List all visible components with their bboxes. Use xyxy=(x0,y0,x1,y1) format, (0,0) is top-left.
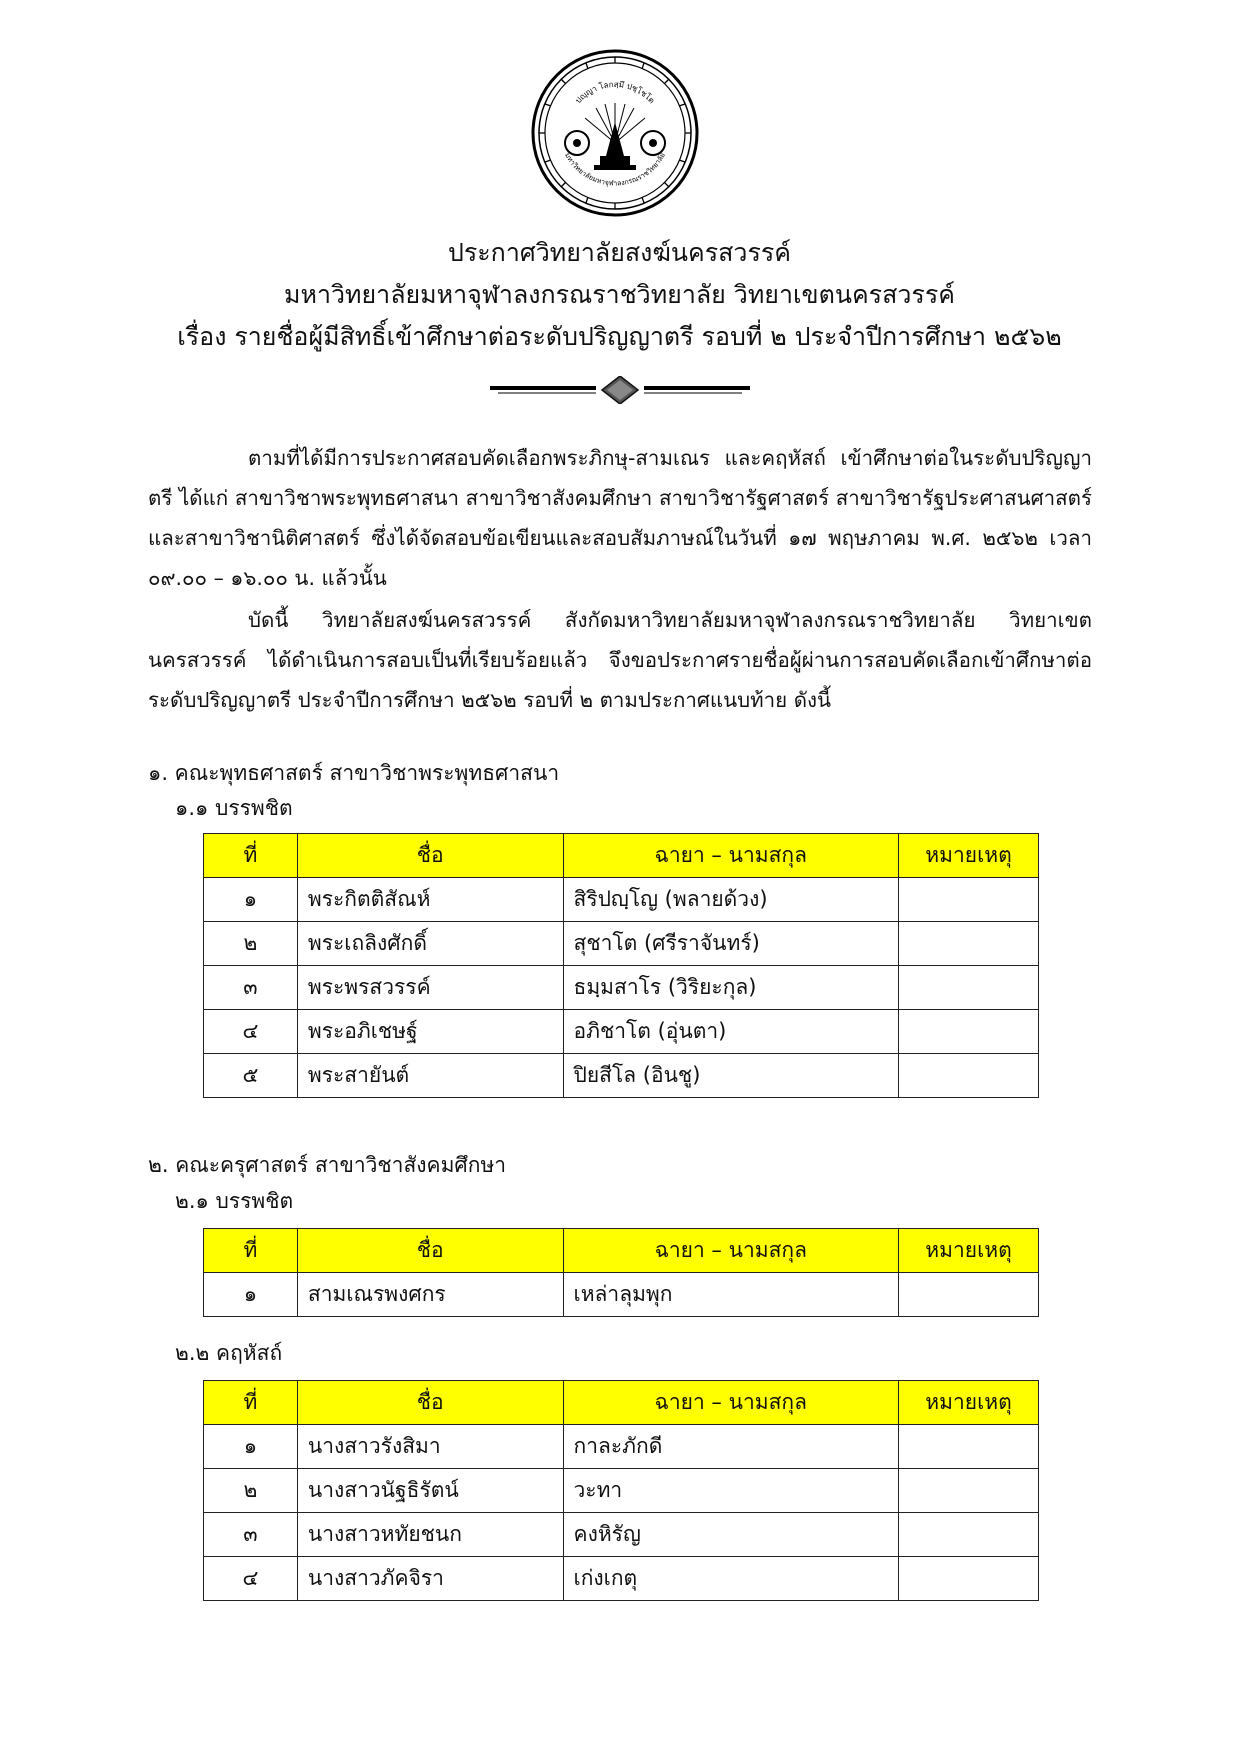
col-name-header: ชื่อ xyxy=(297,1229,563,1273)
row-no: ๔ xyxy=(204,1557,298,1601)
row-name: นางสาวภัคจิรา xyxy=(297,1557,563,1601)
col-name-header: ชื่อ xyxy=(297,1381,563,1425)
row-note xyxy=(899,922,1039,966)
table-row xyxy=(204,1557,1039,1601)
title-line-1: ประกาศวิทยาลัยสงฆ์นครสวรรค์ xyxy=(447,238,792,267)
col-note-header: หมายเหตุ xyxy=(899,1381,1039,1425)
col-surname-header: ฉายา – นามสกุล xyxy=(563,1229,899,1273)
row-note xyxy=(899,1054,1039,1098)
row-note xyxy=(899,1513,1039,1557)
col-name-header: ชื่อ xyxy=(297,834,563,878)
row-note xyxy=(899,1425,1039,1469)
svg-text:ปญฺญา โลกสฺมึ ปชฺโชโต: ปญฺญา โลกสฺมึ ปชฺโชโต xyxy=(573,79,657,106)
table-row xyxy=(204,1469,1039,1513)
row-no: ๕ xyxy=(204,1054,298,1098)
intro-text: ตามที่ได้มีการประกาศสอบคัดเลือกพระภิกษุ-สามเณร และคฤหัสถ์ เข้าศึกษาต่อในระดับปริญญาตรี ได้แก่ สาขาวิชาพระพุทธศาสนา สาขาวิชาสังคมศึกษา สาขาวิชารัฐศาสตร์ สาขาวิชารัฐประศาสนศาสตร์ และสาขาวิชานิติศาสตร์ ซึ่งได้จัดสอบข้อเขียนและสอบสัมภาษณ์ในวันที่ ๑๗ พฤษภาคม พ.ศ. ๒๕๖๒ เวลา ๐๙.๐๐ – ๑๖.๐๐ น. แล้วนั้น xyxy=(148,446,1092,590)
table-header-row xyxy=(204,1381,1039,1425)
section-1-heading: ๑. คณะพุทธศาสตร์ สาขาวิชาพระพุทธศาสนา xyxy=(148,761,560,785)
table-header-row xyxy=(204,1229,1039,1273)
subsection-1-1-heading: ๑.๑ บรรพชิต xyxy=(175,796,293,820)
row-surname: ปิยสีโล (อินชู) xyxy=(563,1054,899,1098)
row-no: ๑ xyxy=(204,1273,298,1317)
table-row xyxy=(204,1513,1039,1557)
row-name: พระอภิเชษฐ์ xyxy=(297,1010,563,1054)
intro-paragraph xyxy=(148,438,1092,598)
ornamental-divider xyxy=(490,376,750,404)
row-surname: ธมฺมสาโร (วิริยะกุล) xyxy=(563,966,899,1010)
col-no-header: ที่ xyxy=(204,834,298,878)
svg-text:มหาวิทยาลัยมหาจุฬาลงกรณราชวิทย: มหาวิทยาลัยมหาจุฬาลงกรณราชวิทยาลัย xyxy=(563,151,667,188)
row-name: นางสาวนัฐธิรัตน์ xyxy=(297,1469,563,1513)
table-row xyxy=(204,1054,1039,1098)
row-name: สามเณรพงศกร xyxy=(297,1273,563,1317)
row-name: นางสาวหทัยชนก xyxy=(297,1513,563,1557)
col-note-header: หมายเหตุ xyxy=(899,834,1039,878)
row-no: ๑ xyxy=(204,1425,298,1469)
row-note xyxy=(899,878,1039,922)
university-seal xyxy=(530,48,700,218)
table-row xyxy=(204,1425,1039,1469)
row-name: นางสาวรังสิมา xyxy=(297,1425,563,1469)
title-line-2: มหาวิทยาลัยมหาจุฬาลงกรณราชวิทยาลัย วิทยาเขตนครสวรรค์ xyxy=(284,280,955,309)
announcement-title xyxy=(0,232,1239,358)
subsection-2-1-heading: ๒.๑ บรรพชิต xyxy=(175,1189,294,1213)
row-surname: สุชาโต (ศรีราจันทร์) xyxy=(563,922,899,966)
table-section-2-2 xyxy=(203,1380,1039,1601)
col-note-header: หมายเหตุ xyxy=(899,1229,1039,1273)
row-no: ๔ xyxy=(204,1010,298,1054)
row-note xyxy=(899,1557,1039,1601)
title-line-3: เรื่อง รายชื่อผู้มีสิทธิ์เข้าศึกษาต่อระดับปริญญาตรี รอบที่ ๒ ประจำปีการศึกษา ๒๕๖๒ xyxy=(177,322,1062,351)
table-header-row xyxy=(204,834,1039,878)
row-no: ๑ xyxy=(204,878,298,922)
row-no: ๒ xyxy=(204,1469,298,1513)
announcement-paragraph xyxy=(148,600,1092,720)
row-surname: อภิชาโต (อุ่นตา) xyxy=(563,1010,899,1054)
table-row xyxy=(204,1010,1039,1054)
table-row xyxy=(204,878,1039,922)
row-note xyxy=(899,1010,1039,1054)
row-note xyxy=(899,1273,1039,1317)
section-2-heading: ๒. คณะครุศาสตร์ สาขาวิชาสังคมศึกษา xyxy=(148,1153,507,1177)
row-no: ๓ xyxy=(204,966,298,1010)
row-surname: วะทา xyxy=(563,1469,899,1513)
row-surname: กาละภักดี xyxy=(563,1425,899,1469)
row-note xyxy=(899,966,1039,1010)
table-row xyxy=(204,922,1039,966)
announcement-text: บัดนี้ วิทยาลัยสงฆ์นครสวรรค์ สังกัดมหาวิทยาลัยมหาจุฬาลงกรณราชวิทยาลัย วิทยาเขตนครสวรรค์ ได้ดำเนินการสอบเป็นที่เรียบร้อยแล้ว จึงขอประกาศรายชื่อผู้ผ่านการสอบคัดเลือกเข้าศึกษาต่อระดับปริญญาตรี ประจำปีการศึกษา ๒๕๖๒ รอบที่ ๒ ตามประกาศแนบท้าย ดังนี้ xyxy=(148,608,1092,712)
row-name: พระกิตติสัณห์ xyxy=(297,878,563,922)
table-row xyxy=(204,1273,1039,1317)
col-no-header: ที่ xyxy=(204,1229,298,1273)
col-surname-header: ฉายา – นามสกุล xyxy=(563,834,899,878)
row-surname: เก่งเกตุ xyxy=(563,1557,899,1601)
row-name: พระสายันต์ xyxy=(297,1054,563,1098)
row-note xyxy=(899,1469,1039,1513)
row-name: พระเถลิงศักดิ์ xyxy=(297,922,563,966)
col-surname-header: ฉายา – นามสกุล xyxy=(563,1381,899,1425)
col-no-header: ที่ xyxy=(204,1381,298,1425)
row-surname: เหล่าลุมพุก xyxy=(563,1273,899,1317)
row-surname: สิริปญฺโญ (พลายด้วง) xyxy=(563,878,899,922)
table-section-1-1 xyxy=(203,833,1039,1098)
row-surname: คงหิรัญ xyxy=(563,1513,899,1557)
row-no: ๓ xyxy=(204,1513,298,1557)
table-row xyxy=(204,966,1039,1010)
table-section-2-1 xyxy=(203,1228,1039,1317)
subsection-2-2-heading: ๒.๒ คฤหัสถ์ xyxy=(175,1341,283,1365)
row-no: ๒ xyxy=(204,922,298,966)
row-name: พระพรสวรรค์ xyxy=(297,966,563,1010)
